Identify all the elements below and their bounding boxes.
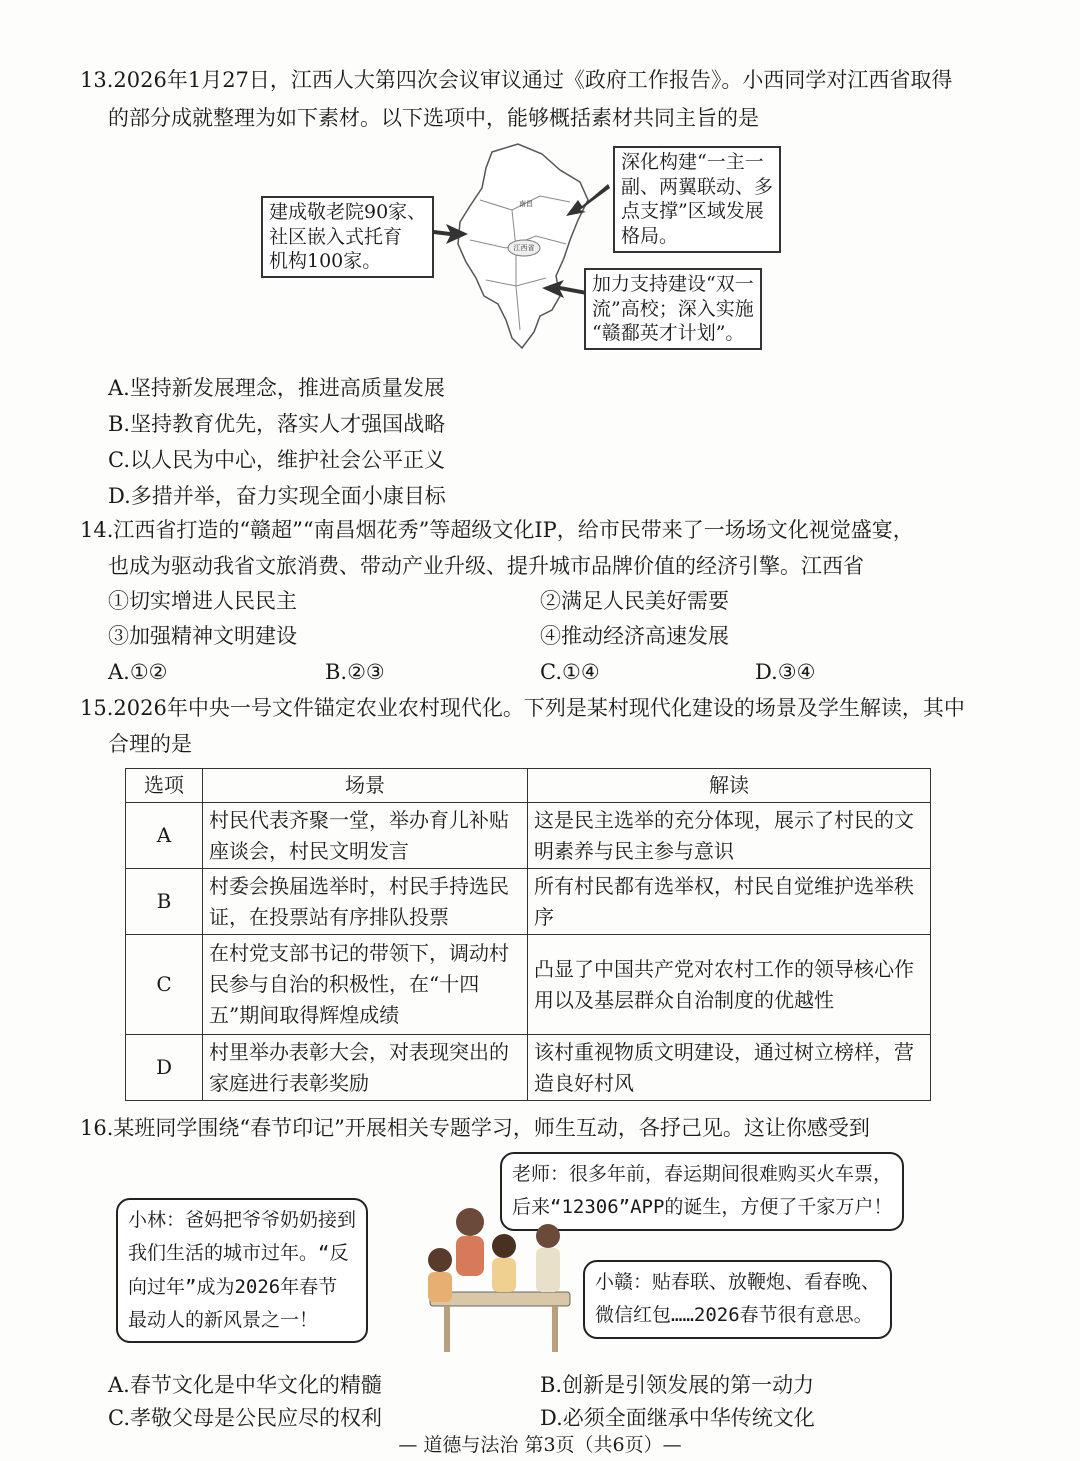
student-head-2: [492, 1234, 516, 1258]
student-head-1: [428, 1248, 452, 1272]
table-row: [126, 869, 931, 935]
q14-choice-a: A.①②: [108, 660, 168, 684]
q14-choice-d: D.③④: [755, 660, 816, 684]
q14-item-2: ②满足人民美好需要: [540, 589, 729, 613]
row-option: A: [126, 803, 203, 869]
teacher-speech-bubble: 老师：很多年前，春运期间很难购买火车票， 后来“12306”APP的诞生，方便了千家万户！: [500, 1152, 904, 1231]
q14-stem-line1: 14.江西省打造的“赣超”“南昌烟花秀”等超级文化IP，给市民带来了一场场文化视觉盛宴，: [80, 518, 914, 542]
map-box-left: 建成敬老院90家、 社区嵌入式托育 机构100家。: [261, 196, 434, 278]
row-option: C: [126, 935, 203, 1035]
page-footer: — 道德与法治 第3页（共6页）—: [398, 1434, 682, 1456]
map-box-right-bottom: 加力支持建设“双一 流”高校；深入实施 “赣鄱英才计划”。: [584, 268, 762, 350]
table-row: [126, 1035, 931, 1101]
row-scene: 村里举办表彰大会，对表现突出的家庭进行表彰奖励: [203, 1035, 528, 1101]
row-reading: 该村重视物质文明建设，通过树立榜样，营造良好村风: [528, 1035, 931, 1101]
header-option: 选项: [126, 769, 203, 803]
q14-choice-b: B.②③: [325, 660, 385, 684]
q13-option-c: C.以人民为中心，维护社会公平正义: [108, 448, 445, 472]
q16-stem-line1: 16.某班同学围绕“春节印记”开展相关专题学习，师生互动，各抒己见。这让你感受到: [80, 1116, 870, 1140]
teacher-head: [456, 1208, 484, 1236]
classroom-illustration: [410, 1200, 590, 1360]
map-box-right-top: 深化构建“一主一 副、两翼联动、多 点支撑”区域发展 格局。: [613, 146, 781, 253]
q14-stem-line2: 也成为驱动我省文旅消费、带动产业升级、提升城市品牌价值的经济引擎。江西省: [108, 554, 864, 578]
row-option: D: [126, 1035, 203, 1101]
q14-item-3: ③加强精神文明建设: [108, 624, 297, 648]
q14-item-1: ①切实增进人民民主: [108, 589, 297, 613]
q13-stem-line2: 的部分成就整理为如下素材。以下选项中，能够概括素材共同主旨的是: [108, 106, 759, 130]
student-head-3: [536, 1224, 560, 1248]
header-reading: 解读: [528, 769, 931, 803]
q16-option-d: D.必须全面继承中华传统文化: [540, 1406, 815, 1430]
row-scene: 在村党支部书记的带领下，调动村民参与自治的积极性，在“十四五”期间取得辉煌成绩: [203, 935, 528, 1035]
row-scene: 村民代表齐聚一堂，举办育儿补贴座谈会，村民文明发言: [203, 803, 528, 869]
map-city-label: 江西省: [513, 244, 535, 252]
map-capital-label: 南昌: [519, 200, 533, 208]
q15-stem-line1: 15.2026年中央一号文件锚定农业农村现代化。下列是某村现代化建设的场景及学生解读，其中: [80, 696, 965, 720]
arrow-right-top: [566, 184, 610, 216]
table-row: [126, 803, 931, 869]
q15-stem-line2: 合理的是: [108, 732, 192, 756]
row-reading: 所有村民都有选举权，村民自觉维护选举秩序: [528, 869, 931, 935]
q13-option-d: D.多措并举，奋力实现全面小康目标: [108, 484, 446, 508]
row-reading: 这是民主选举的充分体现，展示了村民的文明素养与民主参与意识: [528, 803, 931, 869]
table-row: [126, 935, 931, 1035]
q16-option-c: C.孝敬父母是公民应尽的权利: [108, 1406, 382, 1430]
row-scene: 村委会换届选举时，村民手持选民证，在投票站有序排队投票: [203, 869, 528, 935]
table-header-row: [126, 769, 931, 803]
q13-option-a: A.坚持新发展理念，推进高质量发展: [108, 376, 445, 400]
xiaogan-speech-bubble: 小赣：贴春联、放鞭炮、看春晚、 微信红包……2026春节很有意思。: [583, 1260, 892, 1339]
header-scene: 场景: [203, 769, 528, 803]
row-reading: 凸显了中国共产党对农村工作的领导核心作用以及基层群众自治制度的优越性: [528, 935, 931, 1035]
row-option: B: [126, 869, 203, 935]
q14-item-4: ④推动经济高速发展: [540, 624, 729, 648]
q16-option-a: A.春节文化是中华文化的精髓: [108, 1373, 382, 1397]
xiaolin-speech-bubble: 小林：爸妈把爷爷奶奶接到 我们生活的城市过年。“反 向过年”成为2026年春节 最动人的新风景之一！: [116, 1198, 368, 1343]
q16-option-b: B.创新是引领发展的第一动力: [540, 1373, 815, 1397]
q14-choice-c: C.①④: [540, 660, 600, 684]
q15-table: [125, 768, 931, 1101]
q13-stem-line1: 13.2026年1月27日，江西人大第四次会议审议通过《政府工作报告》。小西同学对江西省取得: [80, 68, 953, 92]
q13-option-b: B.坚持教育优先，落实人才强国战略: [108, 412, 446, 436]
